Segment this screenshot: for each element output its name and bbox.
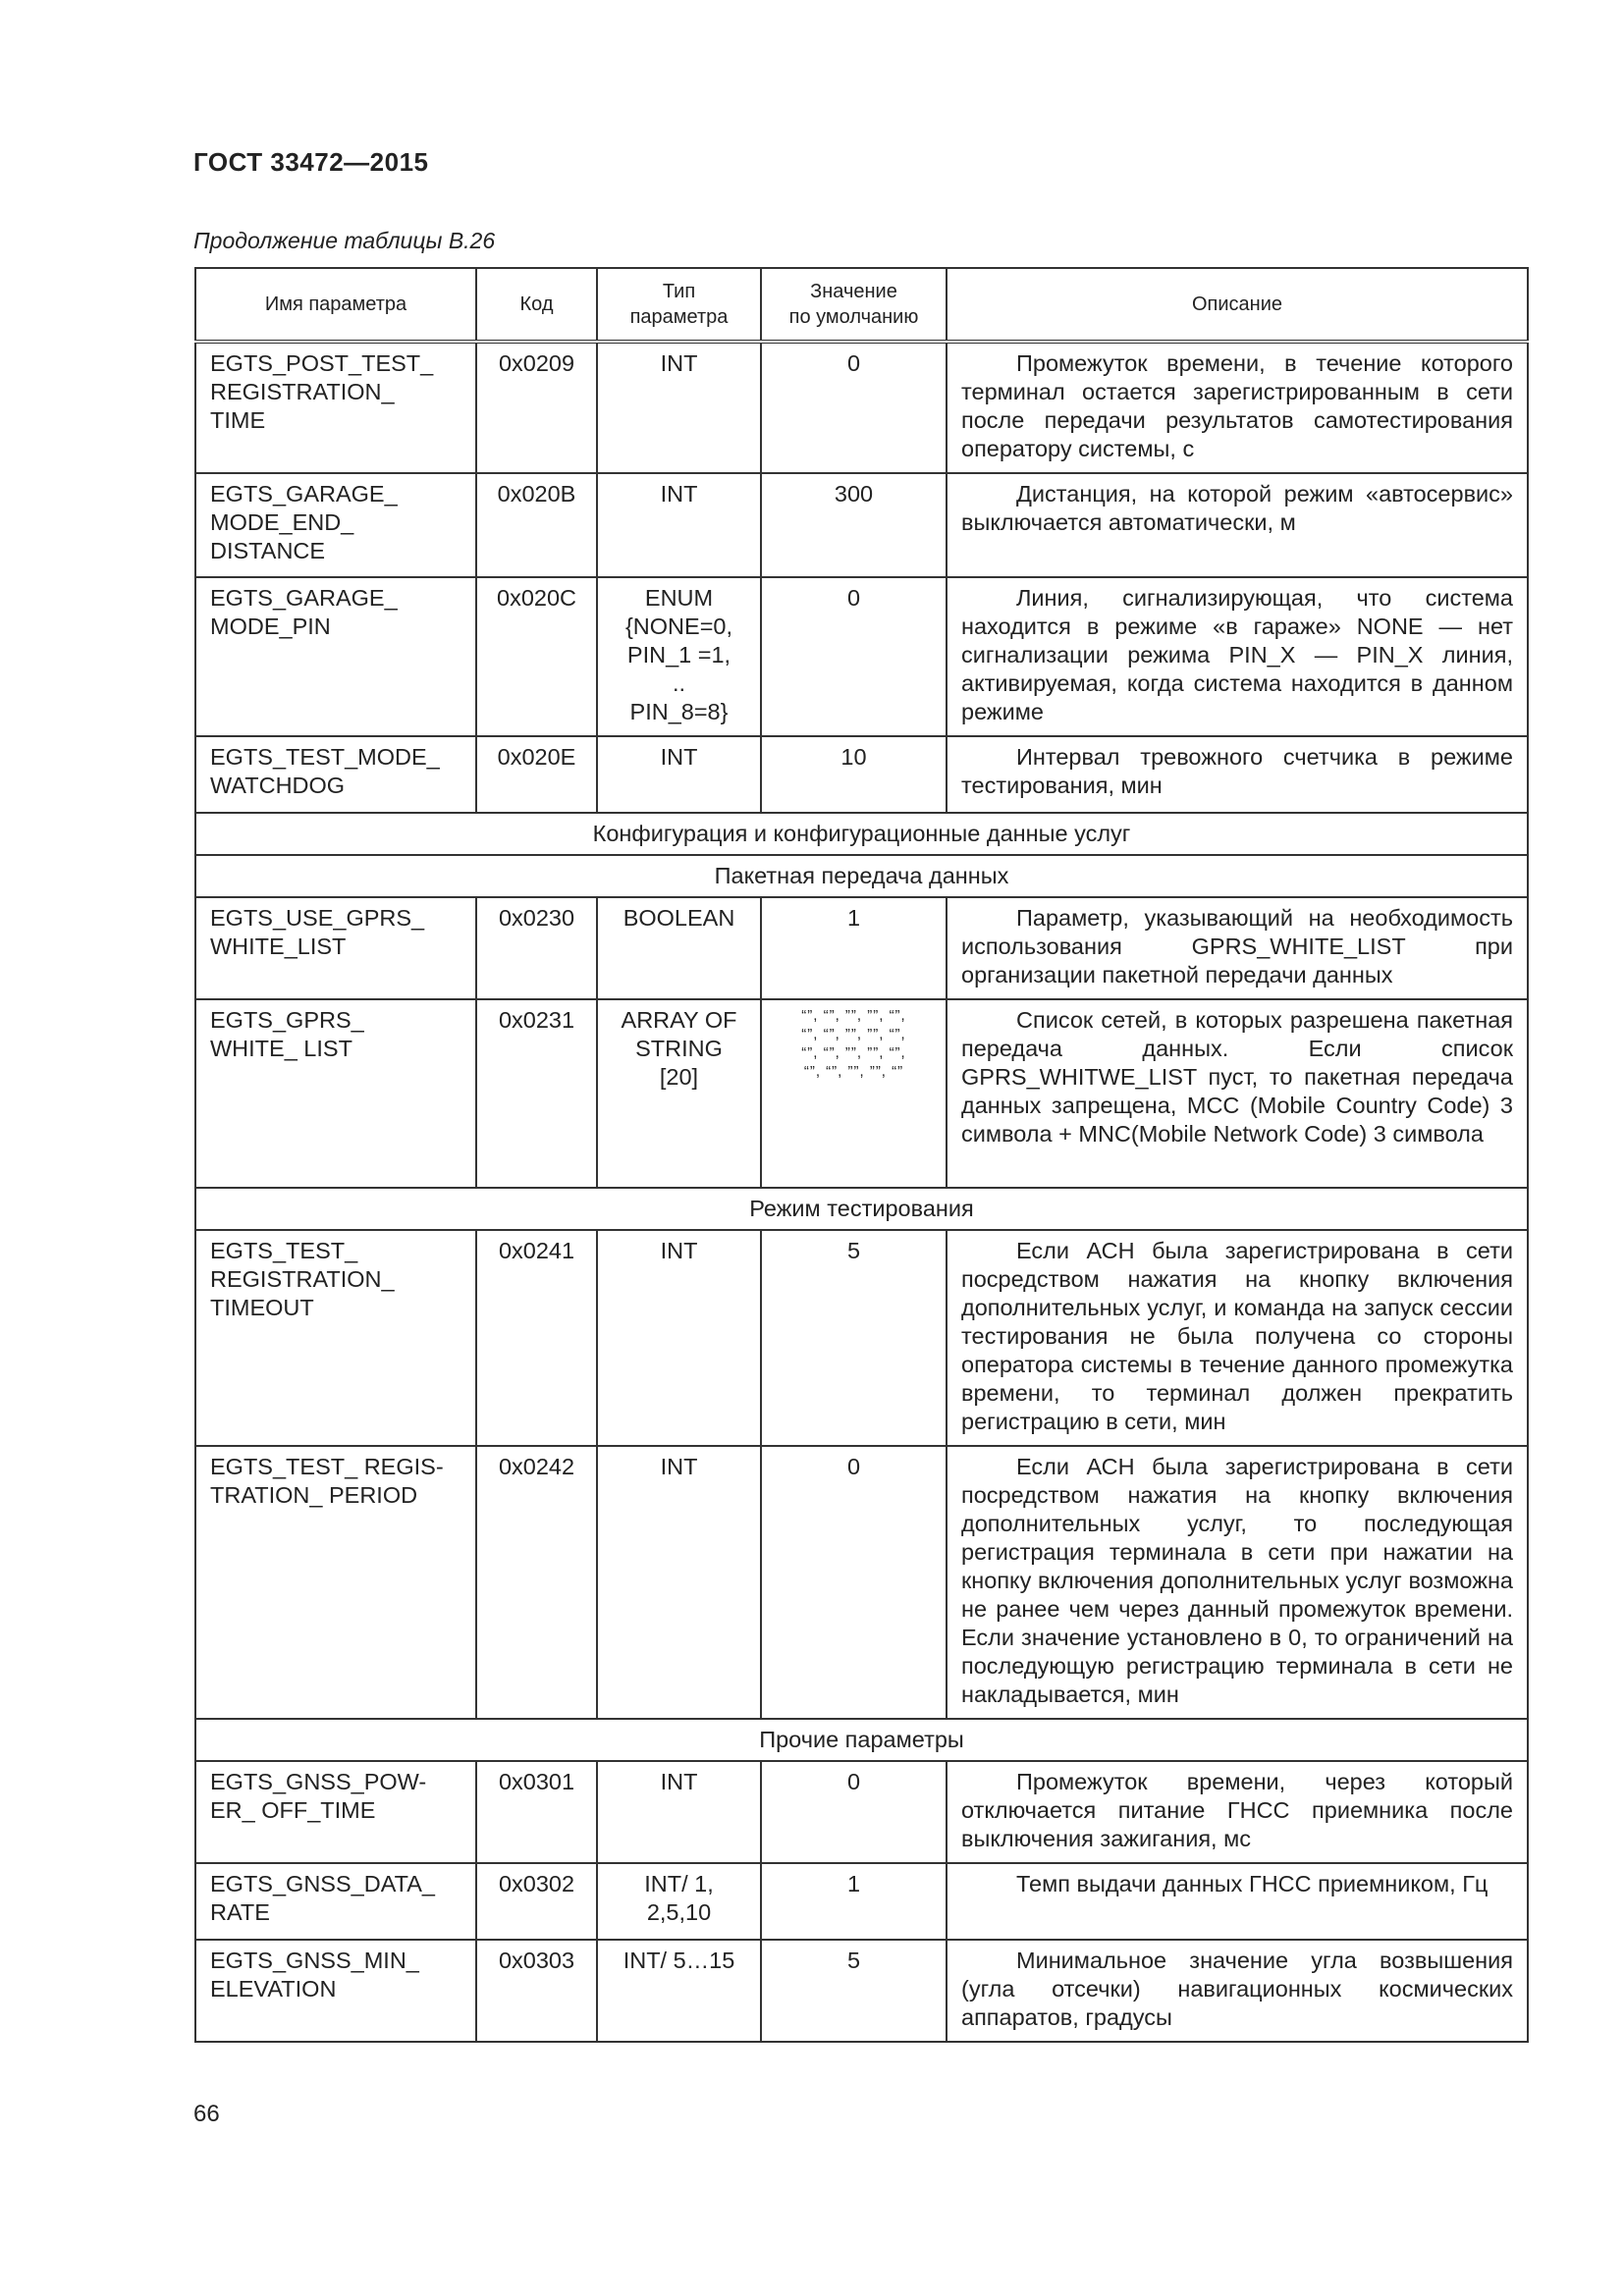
col-header-type: Тип параметра	[597, 268, 761, 342]
param-description-text: Дистанция, на которой режим «автосервис» выключается автоматически, м	[961, 481, 1513, 535]
param-default: 10	[761, 736, 947, 813]
col-header-code: Код	[476, 268, 597, 342]
param-description	[947, 1446, 1528, 1719]
section-title-test: Режим тестирования	[195, 1188, 1528, 1230]
table-row	[195, 897, 1528, 999]
table-header-row	[195, 268, 1528, 342]
page-header: ГОСТ 33472—2015	[193, 147, 429, 177]
param-description-text: Темп выдачи данных ГНСС приемником, Гц	[1016, 1871, 1489, 1896]
param-name: EGTS_TEST_ REGISTRATION_ TIMEOUT	[195, 1230, 476, 1446]
param-description	[947, 577, 1528, 736]
param-description	[947, 473, 1528, 577]
param-code: 0x0301	[476, 1761, 597, 1863]
param-code: 0x020E	[476, 736, 597, 813]
param-code: 0x0230	[476, 897, 597, 999]
section-row	[195, 1719, 1528, 1761]
param-description-text: Промежуток времени, через который отключается питание ГНСС приемника после выключения зажигания, мс	[961, 1769, 1513, 1851]
table-row	[195, 342, 1528, 473]
param-type: BOOLEAN	[597, 897, 761, 999]
col-header-default: Значение по умолчанию	[761, 268, 947, 342]
param-description-text: Если АСН была зарегистрирована в сети посредством нажатия на кнопку включения дополнительных услуг, и команда на запуск сессии тестирования не была получена со стороны оператора системы в течение данного промежутка времени, то терминал должен прекратить регистрацию в сети, мин	[961, 1238, 1513, 1434]
section-title-other: Прочие параметры	[195, 1719, 1528, 1761]
param-default: 0	[761, 1761, 947, 1863]
param-type: ENUM {NONE=0, PIN_1 =1, .. PIN_8=8}	[597, 577, 761, 736]
table-row	[195, 1863, 1528, 1940]
param-code: 0x020C	[476, 577, 597, 736]
param-description-text: Минимальное значение угла возвышения (угла отсечки) навигационных космических аппаратов, градусы	[961, 1948, 1513, 2030]
param-name: EGTS_POST_TEST_ REGISTRATION_ TIME	[195, 342, 476, 473]
table-row	[195, 1446, 1528, 1719]
param-default: 0	[761, 1446, 947, 1719]
param-type: INT	[597, 473, 761, 577]
param-description	[947, 1863, 1528, 1940]
param-default: 1	[761, 1863, 947, 1940]
param-code: 0x0241	[476, 1230, 597, 1446]
section-row	[195, 813, 1528, 855]
param-type: ARRAY OF STRING [20]	[597, 999, 761, 1188]
param-code: 0x0209	[476, 342, 597, 473]
param-type: INT	[597, 736, 761, 813]
param-type: INT	[597, 1230, 761, 1446]
page-number: 66	[193, 2101, 220, 2127]
param-default: 0	[761, 577, 947, 736]
param-code: 0x020B	[476, 473, 597, 577]
param-default: 0	[761, 342, 947, 473]
param-type: INT	[597, 1761, 761, 1863]
param-code: 0x0303	[476, 1940, 597, 2042]
param-description-text: Промежуток времени, в течение которого терминал остается зарегистрированным в сети после передачи результатов самотестирования оператору системы, с	[961, 350, 1513, 461]
param-default: 1	[761, 897, 947, 999]
param-default: 300	[761, 473, 947, 577]
param-code: 0x0242	[476, 1446, 597, 1719]
param-description-text: Линия, сигнализирующая, что система находится в режиме «в гараже» NONE — нет сигнализации режима PIN_X — PIN_X линия, активируемая, когда система находится в данном режиме	[961, 585, 1513, 724]
param-name: EGTS_GARAGE_ MODE_END_ DISTANCE	[195, 473, 476, 577]
table-row	[195, 1761, 1528, 1863]
param-type: INT/ 1, 2,5,10	[597, 1863, 761, 1940]
param-type: INT	[597, 342, 761, 473]
param-description	[947, 1761, 1528, 1863]
param-name: EGTS_GARAGE_ MODE_PIN	[195, 577, 476, 736]
param-default: 5	[761, 1230, 947, 1446]
param-description-text: Если АСН была зарегистрирована в сети посредством нажатия на кнопку включения дополнительных услуг, то последующая регистрация терминала в сети при нажатии на кнопку включения дополнительных услуг возможна не ранее чем через данный промежуток времени. Если значение установлено в 0, то ограничений на последующую регистрацию терминала в сети не накладывается, мин	[961, 1454, 1513, 1707]
table-row	[195, 473, 1528, 577]
section-row	[195, 855, 1528, 897]
param-code: 0x0302	[476, 1863, 597, 1940]
col-header-name: Имя параметра	[195, 268, 476, 342]
param-description	[947, 736, 1528, 813]
param-description-text: Интервал тревожного счетчика в режиме тестирования, мин	[961, 744, 1513, 798]
col-header-description: Описание	[947, 268, 1528, 342]
param-name: EGTS_USE_GPRS_ WHITE_LIST	[195, 897, 476, 999]
table-row	[195, 577, 1528, 736]
param-name: EGTS_GNSS_DATA_ RATE	[195, 1863, 476, 1940]
param-description	[947, 342, 1528, 473]
table-row	[195, 1940, 1528, 2042]
param-code: 0x0231	[476, 999, 597, 1188]
param-name: EGTS_TEST_ REGIS- TRATION_ PERIOD	[195, 1446, 476, 1719]
table-row	[195, 736, 1528, 813]
section-title-config: Конфигурация и конфигурационные данные услуг	[195, 813, 1528, 855]
table-row	[195, 1230, 1528, 1446]
param-name: EGTS_TEST_MODE_ WATCHDOG	[195, 736, 476, 813]
param-description	[947, 1940, 1528, 2042]
param-default: “”, “”, ””, ””, “”, “”, “”, ””, ””, “”, “”, “”, ””, ””, “”, “”, “”, ””, ””, “”	[761, 999, 947, 1188]
param-type: INT/ 5…15	[597, 1940, 761, 2042]
param-description-text: Параметр, указывающий на необходимость использования GPRS_WHITE_LIST при организации пакетной передачи данных	[961, 905, 1513, 988]
section-row	[195, 1188, 1528, 1230]
parameters-table	[194, 267, 1529, 2043]
param-description	[947, 1230, 1528, 1446]
param-name: EGTS_GNSS_MIN_ ELEVATION	[195, 1940, 476, 2042]
param-default: 5	[761, 1940, 947, 2042]
param-description	[947, 897, 1528, 999]
param-name: EGTS_GNSS_POW- ER_ OFF_TIME	[195, 1761, 476, 1863]
section-title-packet: Пакетная передача данных	[195, 855, 1528, 897]
param-description-text: Список сетей, в которых разрешена пакетная передача данных. Если список GPRS_WHITWE_LIST пуст, то пакетная передача данных запрещена, MCC (Mobile Country Code) 3 символа + MNC(Mobile Network Code) 3 символа	[961, 1007, 1513, 1147]
param-description	[947, 999, 1528, 1188]
table-caption: Продолжение таблицы В.26	[193, 228, 496, 253]
table-row	[195, 999, 1528, 1188]
param-type: INT	[597, 1446, 761, 1719]
param-name: EGTS_GPRS_ WHITE_ LIST	[195, 999, 476, 1188]
